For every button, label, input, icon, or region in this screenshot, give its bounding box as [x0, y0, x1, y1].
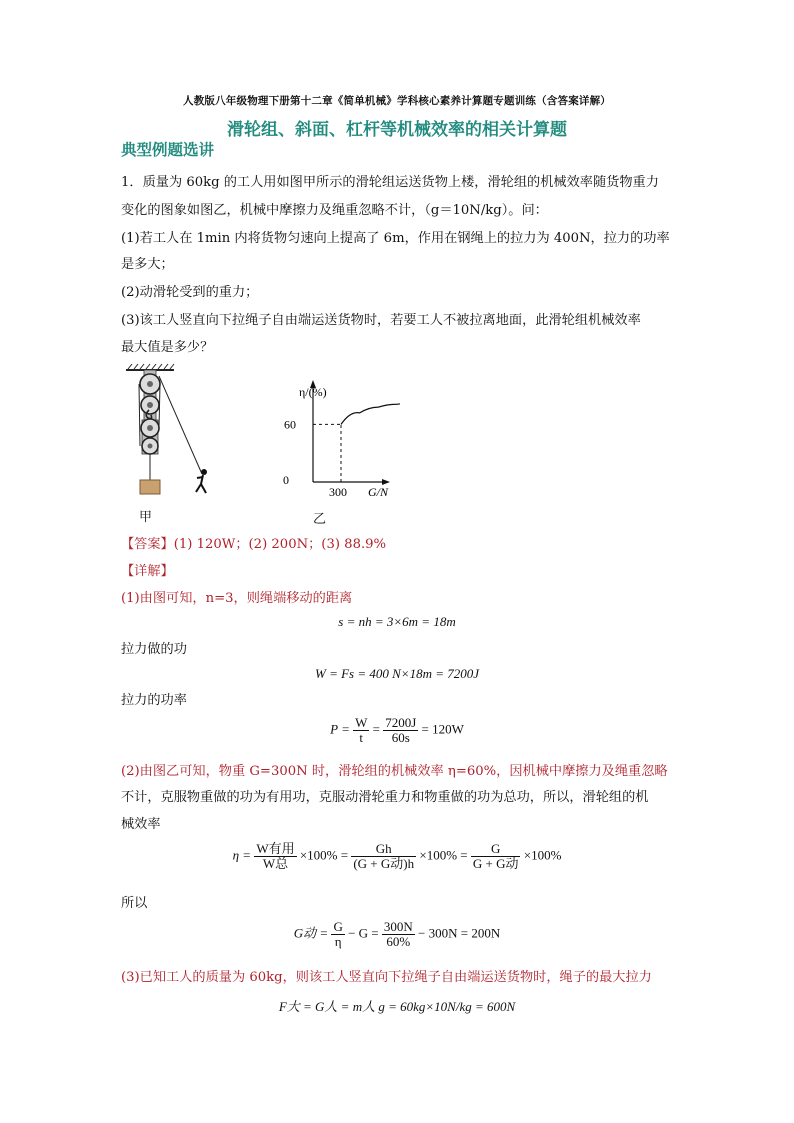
- problem-line-1: 1．质量为 60kg 的工人用如图甲所示的滑轮组运送货物上楼，滑轮组的机械效率随货物重力: [121, 175, 659, 190]
- formula-percent-2: ×100% =: [419, 847, 468, 863]
- rope-right: [159, 384, 160, 428]
- fraction-numerator: Gh: [351, 842, 416, 857]
- formula-pulley-weight-left: G动 =: [293, 925, 329, 941]
- formula-power-right: = 120W: [421, 721, 464, 737]
- detail-p4-line2: 不计，克服物重做的功为有用功，克服动滑轮重力和物重做的功为总功，所以，滑轮组的机: [121, 790, 649, 805]
- problem-line-2: 变化的图象如图乙，机械中摩擦力及绳重忽略不计，（g＝10N/kg）。问：: [121, 203, 548, 218]
- detail-p4-line3: 械效率: [121, 817, 161, 832]
- formula-percent-1: ×100% =: [299, 847, 349, 863]
- fraction-numerator: G: [333, 919, 343, 934]
- fraction-300-over-60: [382, 920, 415, 949]
- y-tick-60: 60: [284, 417, 296, 432]
- fraction-denominator: 60%: [386, 934, 411, 949]
- detail-label: 【详解】: [121, 564, 174, 579]
- fraction-denominator: (G + G动)h: [353, 856, 415, 871]
- formula-max-force: [0, 996, 794, 1015]
- problem-line-3: (1)若工人在 1min 内将货物匀速向上提高了 6m，作用在钢绳上的拉力为 400N，拉力的功率: [121, 231, 670, 246]
- formula-efficiency: [0, 842, 794, 871]
- fraction-numerator: 300N: [383, 919, 413, 934]
- formula-work-text: W = Fs = 400 N×18m = 7200J: [315, 666, 479, 681]
- worker-figure: [196, 469, 207, 493]
- detail-p1: (1)由图可知，n=3，则绳端移动的距离: [121, 591, 353, 606]
- fraction-denominator: 60s: [391, 730, 410, 745]
- answer-text: (1) 120W；(2) 200N；(3) 88.9%: [173, 537, 387, 552]
- fraction-numerator: W有用: [256, 841, 295, 856]
- detail-p5: 所以: [121, 896, 148, 911]
- problem-line-5: (2)动滑轮受到的重力；: [121, 285, 259, 300]
- efficiency-curve: [341, 403, 400, 424]
- problem-line-7: 最大值是多少？: [121, 340, 214, 355]
- formula-power-left: P =: [330, 721, 350, 737]
- x-tick-300: 300: [329, 485, 347, 496]
- fraction-g-over-eta: [331, 920, 344, 949]
- fraction-denominator: W总: [262, 856, 289, 871]
- formula-max-force-text: F大 = G人 = m人 g = 60kg×10N/kg = 600N: [278, 999, 516, 1014]
- formula-pulley-weight-mid: − G =: [348, 925, 379, 941]
- document-title: 滑轮组、斜面、杠杆等机械效率的相关计算题: [227, 120, 567, 140]
- formula-power: P = $\frac{W}{t}$ = $\frac{7200J}{60s}$ = 120W: [330, 715, 464, 745]
- formula-percent-3: ×100%: [523, 847, 562, 863]
- fraction-denominator: G + G动: [472, 856, 519, 871]
- formula-eta: η =: [232, 847, 252, 863]
- fraction-denominator: η: [334, 934, 342, 949]
- document-supertitle: 人教版八年级物理下册第十二章《简单机械》学科核心素养计算题专题训练（含答案详解）: [183, 95, 611, 107]
- pulley-diagram: [118, 362, 218, 502]
- problem-line-6: (3)该工人竖直向下拉绳子自由端运送货物时，若要工人不被拉离地面，此滑轮组机械效率: [121, 313, 641, 328]
- origin-label: 0: [283, 473, 289, 487]
- fraction-g-over-sum: [471, 842, 521, 871]
- fraction-numerator: G: [471, 842, 521, 857]
- detail-p3: 拉力的功率: [121, 693, 187, 708]
- fraction-gh-over-total: [351, 842, 416, 871]
- detail-p2: 拉力做的功: [121, 642, 187, 657]
- problem-line-4: 是多大；: [121, 257, 174, 272]
- cargo-box: [140, 480, 160, 494]
- formula-pulley-weight: [0, 920, 794, 949]
- fraction-numerator: W: [355, 715, 368, 730]
- efficiency-graph: [270, 376, 400, 496]
- formula-distance-text: s = nh = 3×6m = 18m: [338, 614, 456, 629]
- y-axis-label: η/(%): [299, 385, 327, 399]
- formula-work: [0, 666, 794, 682]
- fraction-w-over-t: [353, 716, 369, 745]
- fraction-7200-over-60: [383, 716, 418, 745]
- fraction-numerator: 7200J: [385, 715, 417, 730]
- answer-line: [121, 536, 386, 554]
- figure-label-yi: 乙: [313, 512, 327, 527]
- formula-pulley-weight-right: − 300N = 200N: [418, 925, 501, 941]
- detail-p6: (3)已知工人的质量为 60kg，则该工人竖直向下拉绳子自由端运送货物时，绳子的最大拉力: [121, 970, 652, 985]
- ceiling-hatch: [128, 364, 174, 369]
- rope-left: [139, 384, 140, 446]
- pull-rope: [159, 376, 202, 474]
- figure-label-jia: 甲: [139, 510, 153, 525]
- fraction-useful-over-total: [254, 842, 296, 871]
- answer-label: 【答案】: [121, 537, 174, 552]
- fraction-denominator: t: [359, 730, 364, 745]
- x-axis-label: G/N: [368, 485, 389, 496]
- detail-p4-line1: (2)由图乙可知，物重 G=300N 时，滑轮组的机械效率 η=60%，因机械中摩擦力及绳重忽略: [121, 764, 668, 779]
- formula-distance: [0, 614, 794, 630]
- section-heading: 典型例题选讲: [121, 140, 215, 159]
